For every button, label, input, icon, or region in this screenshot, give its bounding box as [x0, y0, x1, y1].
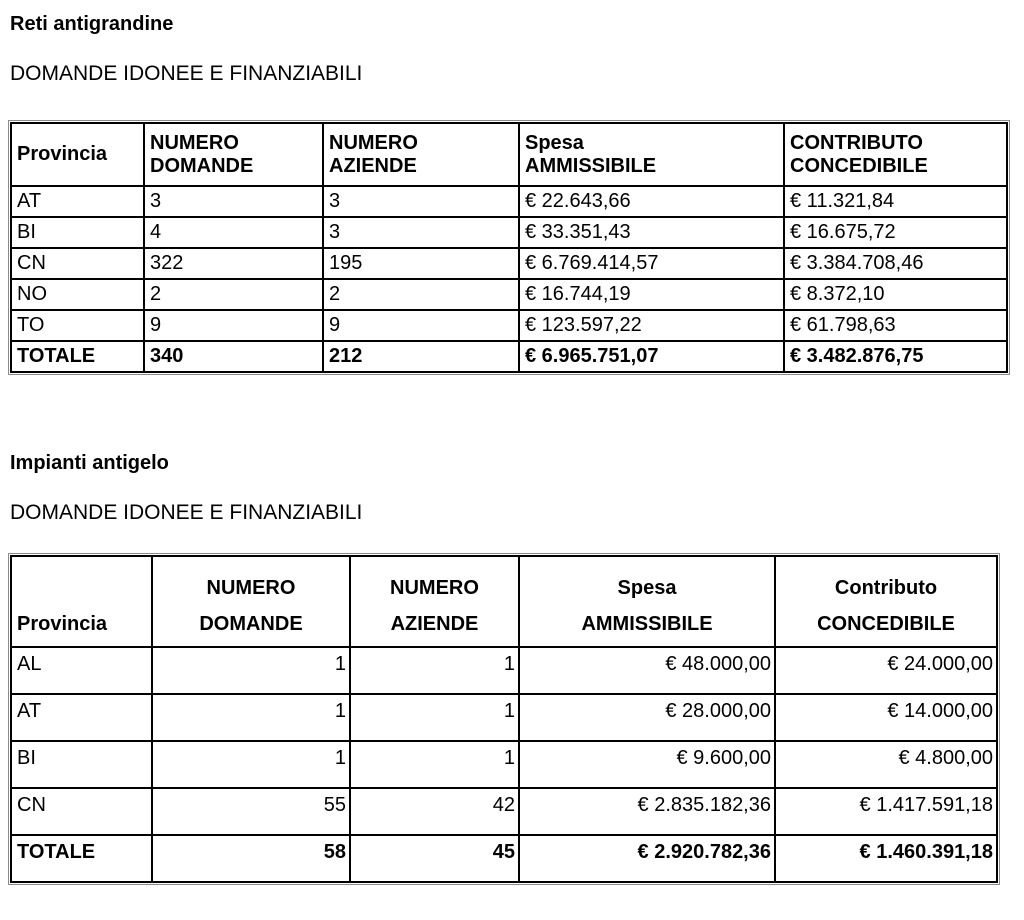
- header-line: DOMANDE: [199, 613, 303, 635]
- cell-numero-aziende: 42: [350, 788, 519, 835]
- table-header-row: [11, 556, 997, 647]
- cell-contributo-concedibile: € 16.675,72: [784, 217, 1007, 248]
- header-line: AMMISSIBILE: [525, 154, 657, 177]
- cell-spesa-ammissibile: € 2.920.782,36: [519, 835, 775, 882]
- header-line: Contributo: [834, 577, 938, 599]
- cell-contributo-concedibile: € 1.417.591,18: [775, 788, 997, 835]
- cell-numero-domande: 55: [152, 788, 350, 835]
- cell-numero-domande: 3: [144, 186, 323, 217]
- header-line: CONCEDIBILE: [817, 613, 955, 635]
- header-line: CONCEDIBILE: [790, 154, 928, 177]
- cell-contributo-concedibile: € 14.000,00: [775, 694, 997, 741]
- cell-spesa-ammissibile: € 22.643,66: [519, 186, 784, 217]
- cell-numero-domande: 1: [152, 647, 350, 694]
- cell-provincia: NO: [11, 279, 144, 310]
- table-reti-antigrandine: [10, 122, 1008, 373]
- table-row: [11, 217, 1007, 248]
- cell-contributo-concedibile: € 61.798,63: [784, 310, 1007, 341]
- header-cell-contributo-concedibile: [775, 556, 997, 647]
- cell-totale-label: TOTALE: [11, 341, 144, 372]
- table-row: [11, 248, 1007, 279]
- cell-contributo-concedibile: € 4.800,00: [775, 741, 997, 788]
- cell-provincia: CN: [11, 788, 152, 835]
- cell-spesa-ammissibile: € 9.600,00: [519, 741, 775, 788]
- header-cell-numero-domande: [144, 123, 323, 186]
- section-subtitle-domande-idonee-1: DOMANDE IDONEE E FINANZIABILI: [10, 62, 363, 85]
- header-cell-numero-aziende: [323, 123, 519, 186]
- header-line: CONTRIBUTO: [790, 131, 923, 154]
- header-cell-contributo-concedibile: [784, 123, 1007, 186]
- cell-numero-domande: 1: [152, 694, 350, 741]
- table-row: [11, 647, 997, 694]
- table-impianti-antigelo: [10, 555, 998, 883]
- header-line: AZIENDE: [329, 154, 417, 177]
- table-row: [11, 694, 997, 741]
- cell-contributo-concedibile: € 11.321,84: [784, 186, 1007, 217]
- table-row: [11, 788, 997, 835]
- section-title-reti-antigrandine: Reti antigrandine: [10, 13, 174, 35]
- cell-spesa-ammissibile: € 28.000,00: [519, 694, 775, 741]
- cell-numero-domande: 58: [152, 835, 350, 882]
- cell-spesa-ammissibile: € 16.744,19: [519, 279, 784, 310]
- header-line: DOMANDE: [150, 154, 254, 177]
- header-line: NUMERO: [390, 577, 479, 599]
- cell-numero-aziende: 212: [323, 341, 519, 372]
- header-line: Provincia: [17, 613, 108, 635]
- total-row: [11, 835, 997, 882]
- cell-provincia: AT: [11, 186, 144, 217]
- cell-contributo-concedibile: € 3.384.708,46: [784, 248, 1007, 279]
- cell-numero-aziende: 9: [323, 310, 519, 341]
- cell-spesa-ammissibile: € 123.597,22: [519, 310, 784, 341]
- cell-provincia: AL: [11, 647, 152, 694]
- cell-contributo-concedibile: € 1.460.391,18: [775, 835, 997, 882]
- table-row: [11, 741, 997, 788]
- cell-numero-domande: 2: [144, 279, 323, 310]
- cell-numero-aziende: 1: [350, 647, 519, 694]
- cell-provincia: TO: [11, 310, 144, 341]
- table-row: [11, 186, 1007, 217]
- cell-numero-aziende: 1: [350, 694, 519, 741]
- header-line: AZIENDE: [390, 613, 479, 635]
- header-cell-numero-domande: [152, 556, 350, 647]
- table-row: [11, 310, 1007, 341]
- cell-provincia: BI: [11, 217, 144, 248]
- header-cell-provincia: [11, 123, 144, 186]
- cell-numero-aziende: 2: [323, 279, 519, 310]
- section-title-impianti-antigelo: Impianti antigelo: [10, 452, 169, 474]
- cell-numero-domande: 340: [144, 341, 323, 372]
- cell-totale-label: TOTALE: [11, 835, 152, 882]
- header-line: NUMERO: [150, 131, 239, 154]
- cell-contributo-concedibile: € 8.372,10: [784, 279, 1007, 310]
- cell-numero-domande: 9: [144, 310, 323, 341]
- header-cell-numero-aziende: [350, 556, 519, 647]
- cell-numero-domande: 1: [152, 741, 350, 788]
- cell-numero-aziende: 195: [323, 248, 519, 279]
- cell-provincia: CN: [11, 248, 144, 279]
- header-line: NUMERO: [206, 577, 296, 599]
- section-subtitle-domande-idonee-2: DOMANDE IDONEE E FINANZIABILI: [10, 501, 363, 524]
- header-line: Spesa: [617, 577, 677, 599]
- header-line: Provincia: [17, 143, 108, 165]
- cell-provincia: AT: [11, 694, 152, 741]
- table-header-row: [11, 123, 1007, 186]
- table-row: [11, 279, 1007, 310]
- cell-numero-aziende: 45: [350, 835, 519, 882]
- total-row: [11, 341, 1007, 372]
- cell-numero-domande: 322: [144, 248, 323, 279]
- cell-spesa-ammissibile: € 2.835.182,36: [519, 788, 775, 835]
- cell-numero-domande: 4: [144, 217, 323, 248]
- header-line: NUMERO: [329, 131, 418, 154]
- cell-numero-aziende: 3: [323, 217, 519, 248]
- cell-contributo-concedibile: € 3.482.876,75: [784, 341, 1007, 372]
- header-cell-spesa-ammissibile: [519, 123, 784, 186]
- cell-spesa-ammissibile: € 6.769.414,57: [519, 248, 784, 279]
- header-line: AMMISSIBILE: [581, 613, 713, 635]
- cell-numero-aziende: 3: [323, 186, 519, 217]
- cell-provincia: BI: [11, 741, 152, 788]
- cell-spesa-ammissibile: € 48.000,00: [519, 647, 775, 694]
- cell-contributo-concedibile: € 24.000,00: [775, 647, 997, 694]
- cell-spesa-ammissibile: € 6.965.751,07: [519, 341, 784, 372]
- header-cell-provincia: [11, 556, 152, 647]
- cell-numero-aziende: 1: [350, 741, 519, 788]
- header-cell-spesa-ammissibile: [519, 556, 775, 647]
- cell-spesa-ammissibile: € 33.351,43: [519, 217, 784, 248]
- header-line: Spesa: [525, 131, 584, 154]
